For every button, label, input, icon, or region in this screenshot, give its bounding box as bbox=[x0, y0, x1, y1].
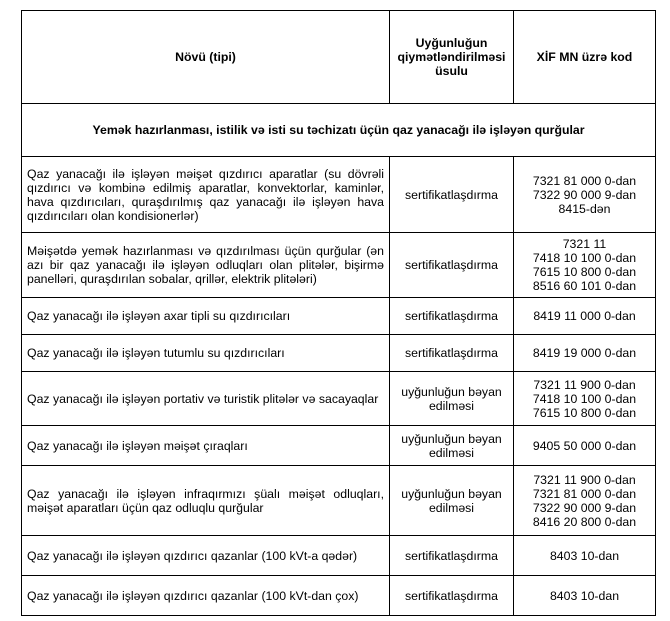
row-codes bbox=[514, 157, 656, 233]
row-codes bbox=[514, 335, 656, 372]
code-item: 7615 10 800 0-dan bbox=[532, 265, 637, 279]
table-row bbox=[22, 335, 656, 372]
row-method: sertifikatlaşdırma bbox=[390, 298, 514, 335]
row-type: Qaz yanacağı ilə işləyən infraqırmızı şüalı məişət odluqları, məişət aparatları üçün qaz odluqlu qurğular bbox=[22, 466, 390, 536]
row-codes bbox=[514, 372, 656, 426]
code-item: 8416 20 800 0-dan bbox=[532, 514, 637, 529]
code-item: 7321 11 900 0-dan bbox=[533, 472, 636, 487]
header-code: XİF MN üzrə kod bbox=[514, 11, 656, 104]
code-item: 8419 19 000 0-dan bbox=[532, 346, 637, 360]
code-item: 8516 60 101 0-dan bbox=[532, 279, 637, 293]
row-method: sertifikatlaşdırma bbox=[390, 157, 514, 233]
row-type: Qaz yanacağı ilə işləyən qızdırıcı qazanlar (100 kVt-dan çox) bbox=[22, 576, 390, 616]
table-row bbox=[22, 576, 656, 616]
table-row bbox=[22, 157, 656, 233]
row-type: Qaz yanacağı ilə işləyən qızdırıcı qazanlar (100 kVt-a qədər) bbox=[22, 536, 390, 576]
row-type: Qaz yanacağı ilə işləyən portativ və turistik plitələr və sacayaqlar bbox=[22, 372, 390, 426]
row-method: uyğunluğun bəyan edilməsi bbox=[390, 426, 514, 466]
table-row bbox=[22, 298, 656, 335]
row-codes bbox=[514, 466, 656, 536]
row-method: sertifikatlaşdırma bbox=[390, 335, 514, 372]
code-item: 7615 10 800 0-dan bbox=[532, 405, 637, 420]
section-title: Yemək hazırlanması, istilik və isti su təchizatı üçün qaz yanacağı ilə işləyən qurğular bbox=[22, 104, 656, 157]
row-codes bbox=[514, 298, 656, 335]
code-item: 9405 50 000 0-dan bbox=[532, 438, 637, 453]
row-method: uyğunluğun bəyan edilməsi bbox=[390, 372, 514, 426]
table-row bbox=[22, 372, 656, 426]
code-item: 8403 10-dan bbox=[549, 588, 620, 603]
code-item: 7321 81 000 0-dan bbox=[532, 486, 637, 501]
header-type: Növü (tipi) bbox=[22, 11, 390, 104]
row-type: Qaz yanacağı ilə işləyən məişət çıraqları bbox=[22, 426, 390, 466]
code-item: 7321 11 bbox=[562, 237, 607, 251]
row-method: uyğunluğun bəyan edilməsi bbox=[390, 466, 514, 536]
code-item: 8415-dən bbox=[558, 201, 611, 216]
row-method: sertifikatlaşdırma bbox=[390, 576, 514, 616]
row-type: Qaz yanacağı ilə işləyən axar tipli su qızdırıcıları bbox=[22, 298, 390, 335]
row-codes bbox=[514, 576, 656, 616]
row-method: sertifikatlaşdırma bbox=[390, 536, 514, 576]
table-row bbox=[22, 466, 656, 536]
code-item: 7322 90 000 9-dan bbox=[532, 187, 637, 202]
row-type: Qaz yanacağı ilə işləyən tutumlu su qızdırıcıları bbox=[22, 335, 390, 372]
code-item: 7418 10 100 0-dan bbox=[532, 251, 637, 265]
row-codes bbox=[514, 233, 656, 298]
row-method: sertifikatlaşdırma bbox=[390, 233, 514, 298]
code-item: 7321 81 000 0-dan bbox=[532, 173, 637, 188]
section-row bbox=[22, 104, 656, 157]
code-item: 7321 11 900 0-dan bbox=[533, 377, 636, 392]
code-item: 8403 10-dan bbox=[549, 548, 620, 563]
document-page bbox=[21, 10, 656, 616]
code-item: 7322 90 000 9-dan bbox=[532, 500, 637, 515]
row-codes bbox=[514, 536, 656, 576]
row-codes bbox=[514, 426, 656, 466]
row-type: Qaz yanacağı ilə işləyən məişət qızdırıcı aparatlar (su dövrəli qızdırıcı və kombinə edilmiş aparatlar, konvektorlar, kaminlər, hava qızdırıcıları, quraşdırılmış qaz yanacağı ilə işləyən hava qızdırıcıları olan kondisionerlər) bbox=[22, 157, 390, 233]
table-row bbox=[22, 426, 656, 466]
certification-table bbox=[21, 10, 656, 616]
table-row bbox=[22, 536, 656, 576]
code-item: 7418 10 100 0-dan bbox=[532, 391, 637, 406]
row-type: Məişətdə yemək hazırlanması və qızdırılması üçün qurğular (ən azı bir qaz yanacağı ilə işləyən odluqları olan plitələr, bişirmə panelləri, quraşdırılan sobalar, qrillər, elektrik plitələri) bbox=[22, 233, 390, 298]
header-method: Uyğunluğun qiymətləndirilməsi üsulu bbox=[390, 11, 514, 104]
header-row bbox=[22, 11, 656, 104]
code-item: 8419 11 000 0-dan bbox=[533, 309, 636, 323]
table-row bbox=[22, 233, 656, 298]
